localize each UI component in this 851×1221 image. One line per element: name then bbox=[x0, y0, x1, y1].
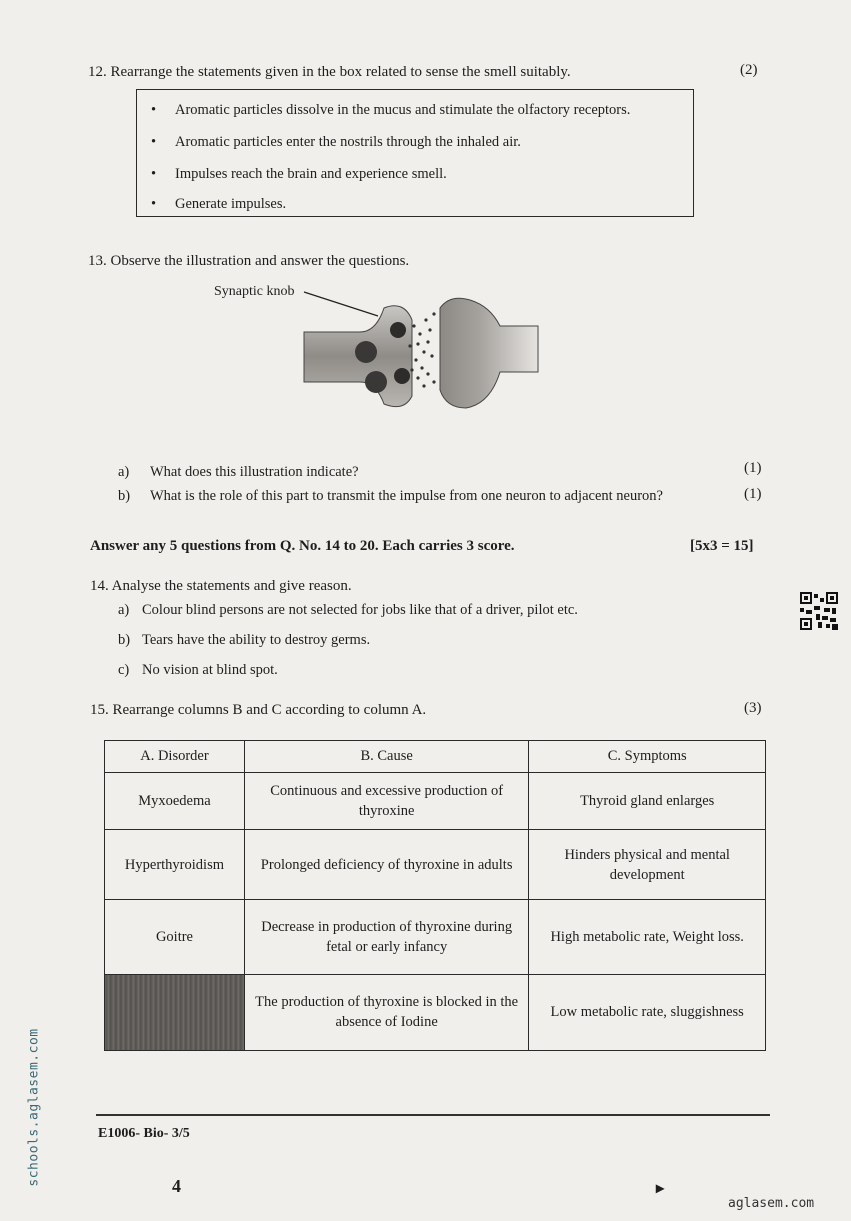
table-header-row bbox=[105, 741, 766, 773]
q15-text: 15. Rearrange columns B and C according to column A. bbox=[90, 702, 427, 718]
q14-text: 14. Analyse the statements and give reason. bbox=[90, 578, 352, 594]
q12-marks: (2) bbox=[740, 62, 758, 78]
q12-statement: • Aromatic particles enter the nostrils through the inhaled air. bbox=[151, 134, 521, 151]
column-header: B. Cause bbox=[244, 741, 528, 773]
q14-part-a bbox=[118, 602, 578, 619]
part-text: No vision at blind spot. bbox=[142, 662, 278, 678]
postsynaptic-membrane-shape bbox=[440, 298, 538, 408]
symptom-cell: Thyroid gland enlarges bbox=[529, 773, 766, 830]
page-mark-right: ▸ bbox=[656, 1180, 665, 1197]
figure-label-synaptic-knob: Synaptic knob bbox=[214, 284, 295, 299]
disorder-cell: Hyperthyroidism bbox=[105, 830, 245, 900]
part-text: What does this illustration indicate? bbox=[150, 464, 359, 480]
footer-divider bbox=[96, 1114, 770, 1116]
table-row bbox=[105, 974, 766, 1050]
cause-cell: Decrease in production of thyroxine during fetal or early infancy bbox=[244, 900, 528, 974]
disorder-cell: Goitre bbox=[105, 900, 245, 974]
q13b-marks: (1) bbox=[744, 486, 762, 502]
cause-cell: Prolonged deficiency of thyroxine in adults bbox=[244, 830, 528, 900]
q14-part-c bbox=[118, 662, 278, 679]
vesicle bbox=[355, 341, 377, 363]
q12-statement-box bbox=[136, 89, 694, 217]
bottom-watermark: aglasem.com bbox=[728, 1196, 815, 1211]
symptom-cell: Hinders physical and mental development bbox=[529, 830, 766, 900]
part-label: b) bbox=[118, 632, 131, 648]
section-marks: [5x3 = 15] bbox=[690, 538, 754, 554]
table-row bbox=[105, 773, 766, 830]
paper-code: E1006- Bio- 3/5 bbox=[98, 1126, 190, 1141]
q14-part-b bbox=[118, 632, 370, 649]
part-text: Colour blind persons are not selected for jobs like that of a driver, pilot etc. bbox=[142, 602, 578, 618]
symptom-cell: Low metabolic rate, sluggishness bbox=[529, 974, 766, 1050]
column-header: C. Symptoms bbox=[529, 741, 766, 773]
cause-cell: The production of thyroxine is blocked in the absence of Iodine bbox=[244, 974, 528, 1050]
column-header: A. Disorder bbox=[105, 741, 245, 773]
part-text: What is the role of this part to transmit the impulse from one neuron to adjacent neuron? bbox=[150, 488, 663, 504]
synapse-illustration bbox=[300, 286, 540, 416]
q13-text: 13. Observe the illustration and answer the questions. bbox=[88, 253, 410, 269]
part-label: c) bbox=[118, 662, 130, 678]
part-label: a) bbox=[118, 464, 130, 480]
part-label: b) bbox=[118, 488, 131, 504]
side-watermark: schools.aglasem.com bbox=[26, 1028, 42, 1187]
page-mark-left: 4 bbox=[172, 1176, 181, 1196]
vesicle bbox=[394, 368, 410, 384]
q12-text: 12. Rearrange the statements given in the box related to sense the smell suitably. bbox=[88, 64, 571, 80]
table-row bbox=[105, 830, 766, 900]
disorder-table bbox=[104, 740, 766, 1051]
vesicle bbox=[365, 371, 387, 393]
shaded-disorder-cell bbox=[105, 974, 245, 1050]
part-label: a) bbox=[118, 602, 130, 618]
q12-statement: • Impulses reach the brain and experience smell. bbox=[151, 166, 447, 183]
q13-part-a bbox=[118, 464, 359, 481]
disorder-cell: Myxoedema bbox=[105, 773, 245, 830]
q13a-marks: (1) bbox=[744, 460, 762, 476]
q13-part-b bbox=[118, 488, 663, 505]
part-text: Tears have the ability to destroy germs. bbox=[142, 632, 371, 648]
vesicle bbox=[390, 322, 406, 338]
q15-marks: (3) bbox=[744, 700, 762, 716]
cause-cell: Continuous and excessive production of thyroxine bbox=[244, 773, 528, 830]
symptom-cell: High metabolic rate, Weight loss. bbox=[529, 900, 766, 974]
qr-code-icon bbox=[800, 592, 838, 630]
label-pointer-line bbox=[304, 292, 378, 316]
q12-statement: • Aromatic particles dissolve in the mucus and stimulate the olfactory receptors. bbox=[151, 102, 630, 119]
section-heading: Answer any 5 questions from Q. No. 14 to 20. Each carries 3 score. bbox=[90, 538, 515, 554]
table-row bbox=[105, 900, 766, 974]
q12-statement: • Generate impulses. bbox=[151, 196, 286, 213]
